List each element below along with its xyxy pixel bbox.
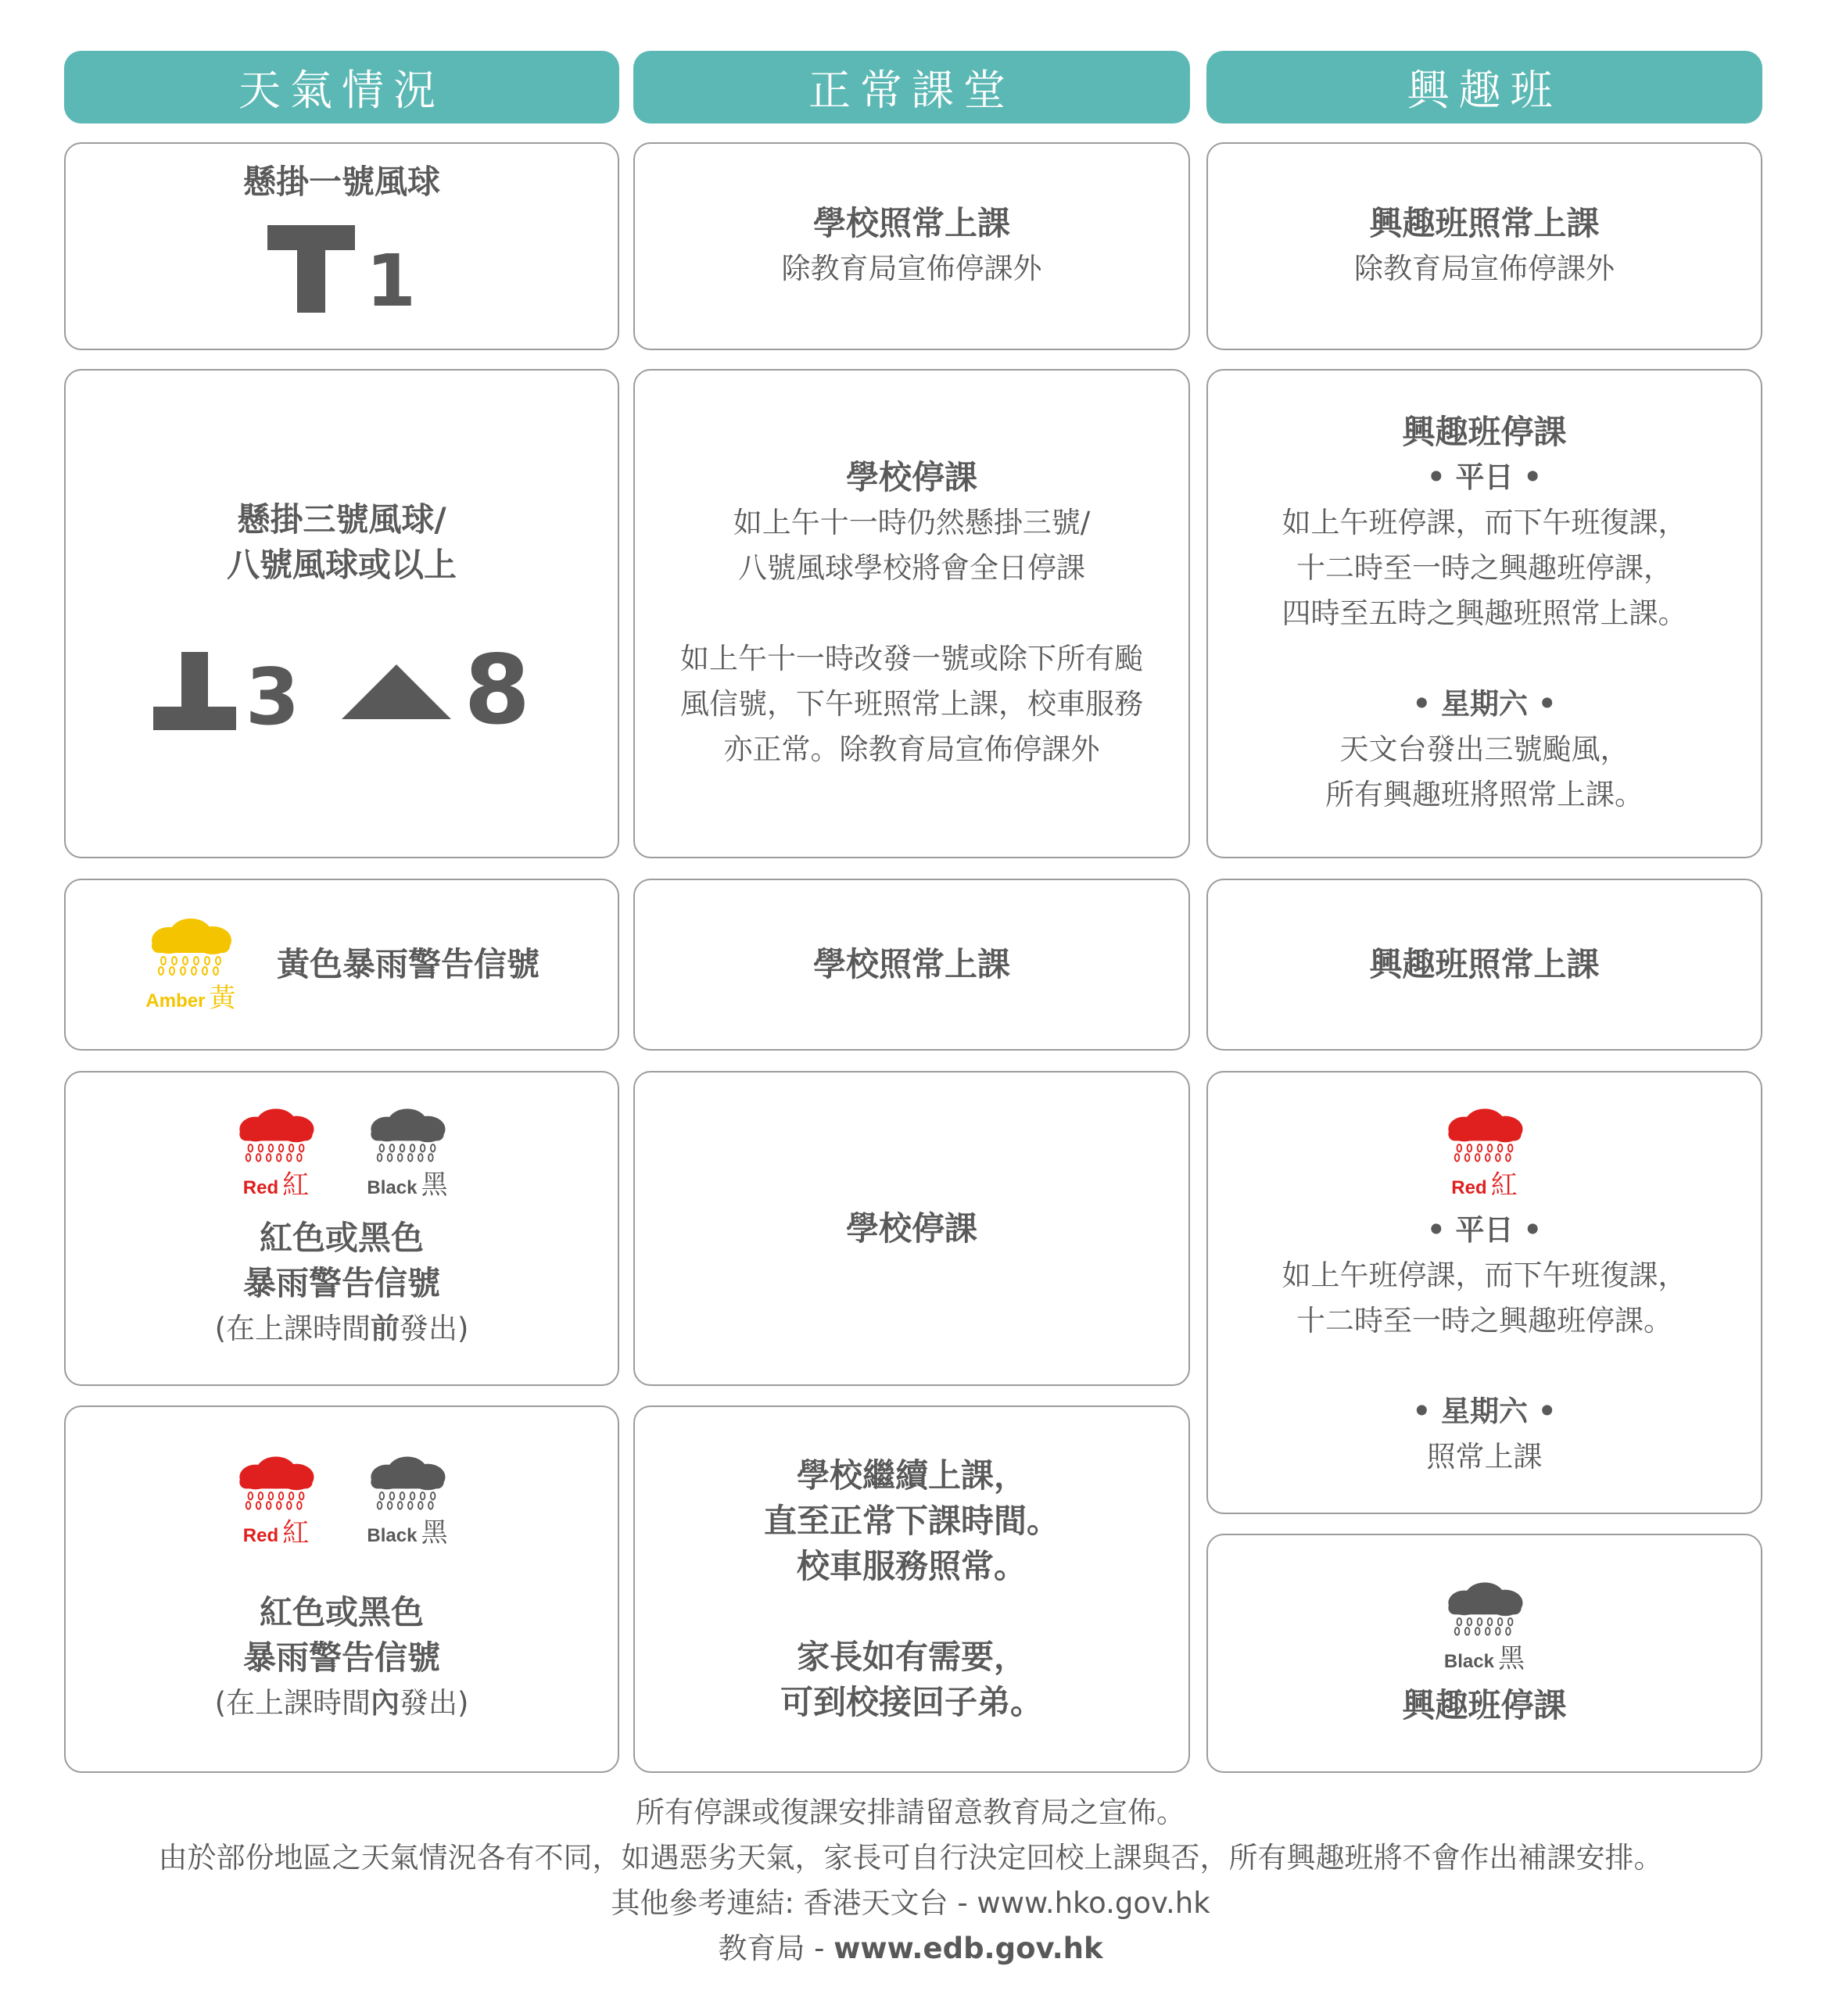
black-zh-label: 黑	[421, 1516, 448, 1549]
red-en-label: Red	[242, 1524, 279, 1546]
signal1-symbol	[267, 225, 416, 323]
red-zh-label: 紅	[1490, 1169, 1518, 1201]
red-black-before-title-line1: 紅色或黑色	[259, 1219, 424, 1257]
signal3-8-normal-line4: 風信號，下午班照常上課，校車服務	[680, 687, 1143, 721]
red-black-during-title-line2: 暴雨警告信號	[242, 1638, 440, 1677]
weekday-label: • 平日 •	[1426, 1213, 1543, 1247]
note-before-emphasis: 前	[371, 1312, 400, 1345]
cell-signal3-8-interest	[1206, 369, 1762, 858]
signal3-8-interest-line4: 天文台發出三號颱風，	[1339, 732, 1629, 766]
signal1-normal-title: 學校照常上課	[812, 204, 1010, 242]
red-black-before-title-line2: 暴雨警告信號	[242, 1264, 440, 1302]
cell-red-black-during-normal	[633, 1405, 1190, 1773]
red-black-badges-during	[232, 1453, 451, 1549]
note-before-pre: (在上課時間	[214, 1312, 371, 1345]
footer-edb-label: 教育局 -	[718, 1932, 834, 1965]
signal3-8-interest-line2: 十二時至一時之興趣班停課，	[1296, 551, 1672, 585]
black-rainstorm-badge	[364, 1105, 451, 1201]
black-interest-title: 興趣班停課	[1402, 1685, 1567, 1724]
cell-red-black-before-normal	[633, 1071, 1190, 1386]
note-before-post: 發出)	[400, 1312, 469, 1345]
amber-weather-title: 黃色暴雨警告信號	[276, 945, 539, 983]
during-normal-line4: 家長如有需要，	[796, 1638, 1027, 1676]
weekday-label: • 平日 •	[1426, 460, 1543, 494]
note-during-post: 發出)	[400, 1685, 469, 1720]
cell-red-black-before-weather	[64, 1071, 619, 1386]
signal3-8-normal-line5: 亦正常。除教育局宣佈停課外	[723, 732, 1100, 766]
red-black-before-normal-title: 學校停課	[845, 1209, 977, 1248]
amber-en-label: Amber	[145, 990, 206, 1012]
black-rain-cloud-icon	[364, 1453, 451, 1511]
amber-rain-cloud-icon	[144, 915, 238, 976]
footer-notes	[0, 1790, 1821, 1971]
cell-signal1-interest	[1206, 142, 1762, 350]
cell-red-black-during-weather	[64, 1405, 619, 1773]
black-en-label: Black	[367, 1177, 418, 1198]
cell-red-interest	[1206, 1071, 1762, 1514]
cell-amber-normal	[633, 879, 1190, 1051]
signal1-interest-note: 除教育局宣佈停課外	[1354, 252, 1615, 285]
red-zh-label: 紅	[282, 1516, 310, 1549]
header-weather-label: 天氣情況	[238, 66, 445, 115]
note-during-emphasis: 內	[371, 1685, 400, 1720]
signal3-8-interest-line3: 四時至五時之興趣班照常上課。	[1282, 596, 1687, 630]
signal1-normal-note: 除教育局宣佈停課外	[781, 252, 1042, 285]
header-normal-class	[633, 51, 1190, 124]
footer-line1: 所有停課或復課安排請留意教育局之宣佈。	[636, 1796, 1185, 1829]
saturday-label: • 星期六 •	[1412, 1395, 1557, 1428]
during-normal-line2: 直至正常下課時間。	[763, 1502, 1059, 1540]
note-during-pre: (在上課時間	[214, 1685, 371, 1720]
cell-signal3-8-normal	[633, 369, 1190, 858]
red-rainstorm-badge	[232, 1105, 320, 1201]
black-en-label: Black	[1443, 1650, 1494, 1672]
black-zh-label: 黑	[421, 1169, 448, 1201]
red-en-label: Red	[1451, 1177, 1487, 1198]
signal3-8-normal-line3: 如上午十一時改發一號或除下所有颱	[680, 642, 1143, 675]
red-zh-label: 紅	[282, 1169, 310, 1201]
signal1-title: 懸掛一號風球	[242, 163, 440, 201]
header-weather	[64, 51, 619, 124]
red-interest-line2: 十二時至一時之興趣班停課。	[1296, 1304, 1672, 1337]
signal1-number: 1	[365, 239, 416, 323]
during-normal-line1: 學校繼續上課，	[796, 1456, 1027, 1495]
cell-signal1-normal	[633, 142, 1190, 350]
footer-line4	[0, 1926, 1821, 1971]
signal1-interest-title: 興趣班照常上課	[1369, 204, 1600, 242]
header-interest-class	[1206, 51, 1762, 124]
black-rain-cloud-icon	[1441, 1579, 1529, 1637]
red-interest-line1: 如上午班停課，而下午班復課，	[1282, 1259, 1687, 1292]
header-interest-label: 興趣班	[1407, 66, 1562, 115]
black-rainstorm-badge-interest	[1441, 1579, 1529, 1675]
header-normal-label: 正常課堂	[808, 66, 1015, 115]
amber-zh-label: 黃	[209, 982, 236, 1014]
triangle-signal-icon	[342, 664, 451, 719]
amber-interest-title: 興趣班照常上課	[1369, 945, 1600, 983]
signal3-8-interest-title: 興趣班停課	[1402, 413, 1567, 451]
black-rain-cloud-icon	[364, 1105, 451, 1163]
black-rainstorm-badge	[364, 1453, 451, 1549]
red-interest-line3: 照常上課	[1426, 1440, 1543, 1474]
red-rain-cloud-icon	[232, 1453, 320, 1511]
red-black-during-note	[215, 1681, 469, 1726]
signal8-number: 8	[464, 635, 531, 746]
red-rain-cloud-icon	[232, 1105, 320, 1163]
red-en-label: Red	[242, 1177, 279, 1198]
inverted-t-signal-icon	[153, 652, 236, 730]
signal3-8-normal-line1: 如上午十一時仍然懸掛三號/	[733, 506, 1091, 539]
signal3-8-title-line1: 懸掛三號風球/	[237, 500, 446, 539]
red-rain-cloud-icon	[1441, 1105, 1529, 1163]
during-normal-line5: 可到校接回子弟。	[780, 1683, 1043, 1721]
signal3-8-title-line2: 八號風球或以上	[226, 546, 457, 584]
signal3-8-interest-line5: 所有興趣班將照常上課。	[1325, 778, 1644, 811]
cell-amber-weather	[64, 879, 619, 1051]
amber-rainstorm-badge	[144, 915, 238, 1015]
red-rainstorm-badge-interest	[1441, 1105, 1529, 1201]
cell-signal3-8-weather	[64, 369, 619, 858]
red-rainstorm-badge	[232, 1453, 320, 1549]
footer-line2: 由於部份地區之天氣情況各有不同，如遇惡劣天氣，家長可自行決定回校上課與否，所有興趣班將不會作出補課安排。	[158, 1841, 1663, 1875]
signal3-8-symbols	[153, 635, 531, 746]
footer-edb-link[interactable]: www.edb.gov.hk	[833, 1932, 1103, 1965]
red-black-badges-before	[232, 1105, 451, 1201]
black-en-label: Black	[367, 1524, 418, 1546]
during-normal-line3: 校車服務照常。	[796, 1547, 1027, 1585]
signal3-8-normal-title: 學校停課	[845, 458, 977, 496]
signal3-number: 3	[245, 651, 300, 743]
cell-signal1-weather	[64, 142, 619, 350]
amber-normal-title: 學校照常上課	[812, 945, 1010, 983]
signal3-8-interest-line1: 如上午班停課，而下午班復課，	[1282, 506, 1687, 539]
red-black-during-title-line1: 紅色或黑色	[259, 1592, 424, 1631]
footer-line3: 其他參考連結: 香港天文台 - www.hko.gov.hk	[611, 1886, 1210, 1920]
saturday-label: • 星期六 •	[1412, 687, 1557, 721]
t-signal-icon	[267, 225, 355, 313]
red-black-before-note	[215, 1306, 469, 1352]
signal3-8-normal-line2: 八號風球學校將會全日停課	[738, 551, 1085, 585]
cell-amber-interest	[1206, 879, 1762, 1051]
black-zh-label: 黑	[1498, 1642, 1525, 1674]
cell-black-interest	[1206, 1534, 1762, 1773]
